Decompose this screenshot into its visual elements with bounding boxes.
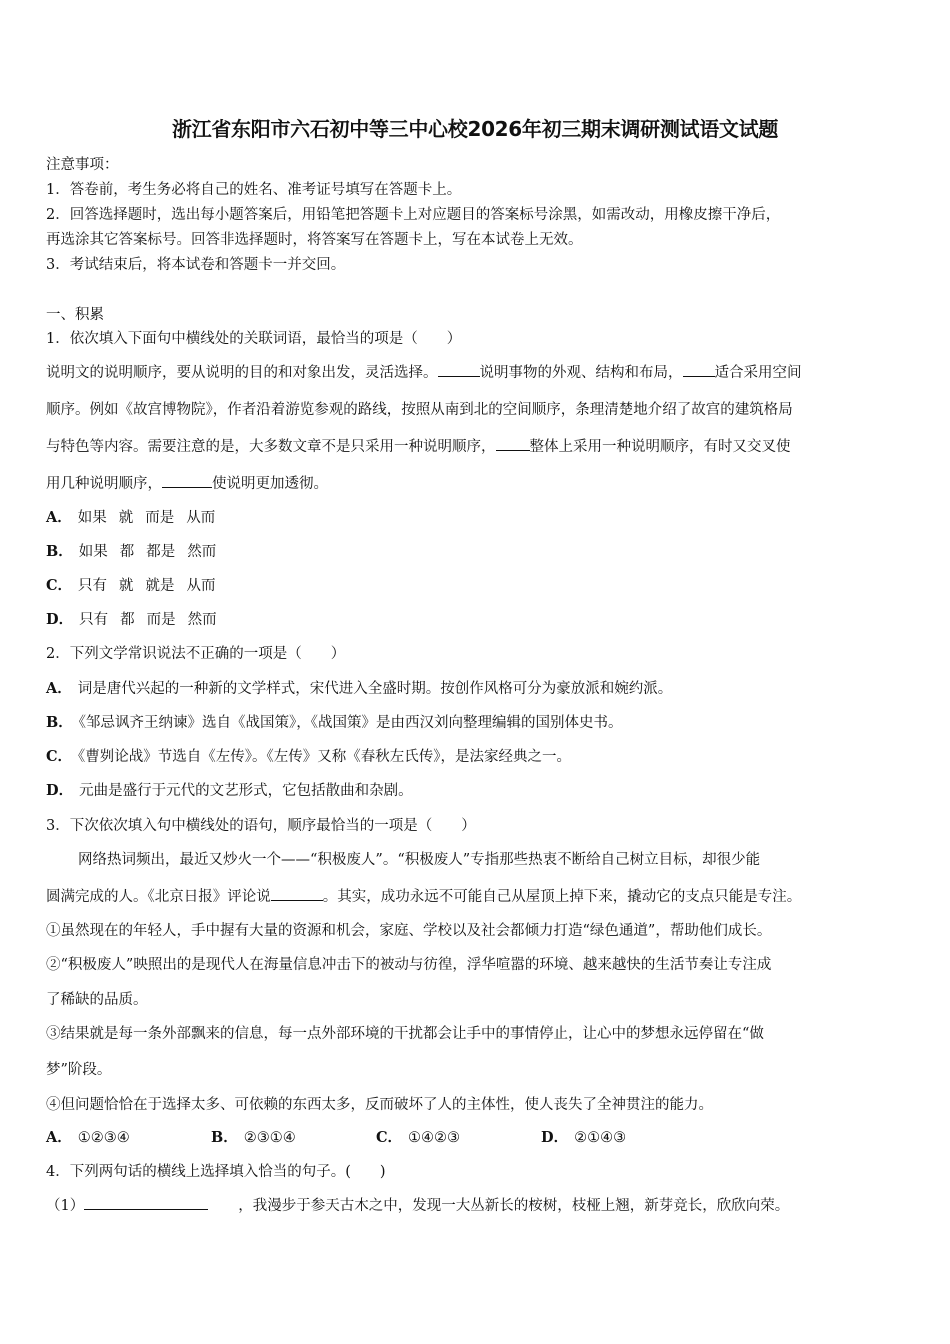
answer-option[interactable]: B． 如果 都 都是 然而: [46, 543, 217, 560]
section-heading: 一、积累: [46, 307, 104, 323]
question-number: 2．: [46, 646, 70, 662]
question-4-item-1: （1） ，我漫步于参天古木之中，发现一大丛新长的桉树，枝桠上翘，新芽竞长，欣欣向荣。: [46, 1198, 790, 1214]
answer-blank[interactable]: [438, 363, 480, 377]
question-2-stem: 2．下列文学常识说法不正确的一项是（ ）: [46, 646, 346, 662]
page-title: 浙江省东阳市六石初中等三中心校2026年初三期末调研测试语文试题: [171, 117, 779, 141]
question-number: 1．: [46, 331, 70, 347]
notice-heading: 注意事项：: [46, 157, 119, 173]
answer-option[interactable]: B． ②③①④: [211, 1129, 296, 1146]
answer-option[interactable]: D． 元曲是盛行于元代的文艺形式，它包括散曲和杂剧。: [46, 782, 413, 799]
sentence-option-line: 了稀缺的品质。: [46, 992, 148, 1008]
answer-blank[interactable]: [271, 887, 323, 901]
sentence-option-line: ②“积极废人”映照出的是现代人在海量信息冲击下的被动与彷徨，浮华喧嚣的环境、越来越快的生活节奏让专注成: [46, 957, 772, 973]
answer-blank[interactable]: [683, 363, 715, 377]
notice-item: 再选涂其它答案标号。回答非选择题时，将答案写在答题卡上，写在本试卷上无效。: [46, 232, 583, 248]
sentence-option-line: ①虽然现在的年轻人，手中握有大量的资源和机会，家庭、学校以及社会都倾力打造“绿色通道”，帮助他们成长。: [46, 923, 772, 939]
question-number: 3．: [46, 818, 70, 834]
sentence-option-line: ③结果就是每一条外部飘来的信息，每一点外部环境的干扰都会让手中的事情停止，让心中的梦想永远停留在“做: [46, 1026, 764, 1042]
answer-option[interactable]: B． 《邹忌讽齐王纳谏》选自《战国策》，《战国策》是由西汉刘向整理编辑的国别体史书。: [46, 714, 623, 731]
question-3-stem: 3．下次依次填入句中横线处的语句，顺序最恰当的一项是（ ）: [46, 818, 476, 834]
answer-option[interactable]: C． ①④②③: [376, 1129, 461, 1146]
notice-item: 1．答卷前，考生务必将自己的姓名、准考证号填写在答题卡上。: [46, 182, 462, 198]
question-1-stem: 1．依次填入下面句中横线处的关联词语，最恰当的项是（ ）: [46, 331, 462, 347]
answer-option[interactable]: D． 只有 都 而是 然而: [46, 611, 217, 628]
question-1-passage-line: 说明文的说明顺序，要从说明的目的和对象出发，灵活选择。 说明事物的外观、结构和布局， 适合采用空间: [46, 365, 802, 381]
notice-item: 2．回答选择题时，选出每小题答案后，用铅笔把答题卡上对应题目的答案标号涂黑，如需改动，用橡皮擦干净后，: [46, 207, 781, 223]
answer-option[interactable]: D． ②①④③: [541, 1129, 627, 1146]
question-3-passage-line: 圆满完成的人。《北京日报》评论说 。其实，成功永远不可能自己从屋顶上掉下来，撬动它的支点只能是专注。: [46, 889, 802, 905]
answer-option[interactable]: A． 词是唐代兴起的一种新的文学样式，宋代进入全盛时期。按创作风格可分为豪放派和婉约派。: [46, 680, 673, 697]
answer-option[interactable]: C． 只有 就 就是 从而: [46, 577, 216, 594]
question-number: 4．: [46, 1164, 70, 1180]
answer-option[interactable]: A． 如果 就 而是 从而: [46, 509, 216, 526]
notice-item: 3．考试结束后，将本试卷和答题卡一并交回。: [46, 257, 346, 273]
answer-option-row: [46, 1126, 706, 1147]
question-1-passage-line: 顺序。例如《故宫博物院》，作者沿着游览参观的路线，按照从南到北的空间顺序，条理清楚地介绍了故宫的建筑格局: [46, 402, 793, 418]
answer-option[interactable]: C． 《曹刿论战》节选自《左传》。《左传》又称《春秋左氏传》，是法家经典之一。: [46, 748, 572, 765]
answer-option[interactable]: A． ①②③④: [46, 1129, 130, 1146]
answer-blank[interactable]: [496, 437, 530, 451]
question-4-stem: 4．下列两句话的横线上选择填入恰当的句子。( ): [46, 1164, 386, 1180]
answer-blank[interactable]: [84, 1196, 208, 1210]
question-1-passage-line: 用几种说明顺序， 使说明更加透彻。: [46, 476, 328, 492]
sentence-option-line: ④但问题恰恰在于选择太多、可依赖的东西太多，反而破坏了人的主体性，使人丧失了全神贯注的能力。: [46, 1097, 713, 1113]
question-1-passage-line: 与特色等内容。需要注意的是，大多数文章不是只采用一种说明顺序， 整体上采用一种说明顺序，有时又交叉使: [46, 439, 791, 455]
answer-blank[interactable]: [162, 474, 212, 488]
question-3-passage-line: 网络热词频出，最近又炒火一个——“积极废人”。“积极废人”专指那些热衷不断给自己树立目标，却很少能: [78, 852, 761, 868]
sentence-option-line: 梦”阶段。: [46, 1062, 112, 1078]
